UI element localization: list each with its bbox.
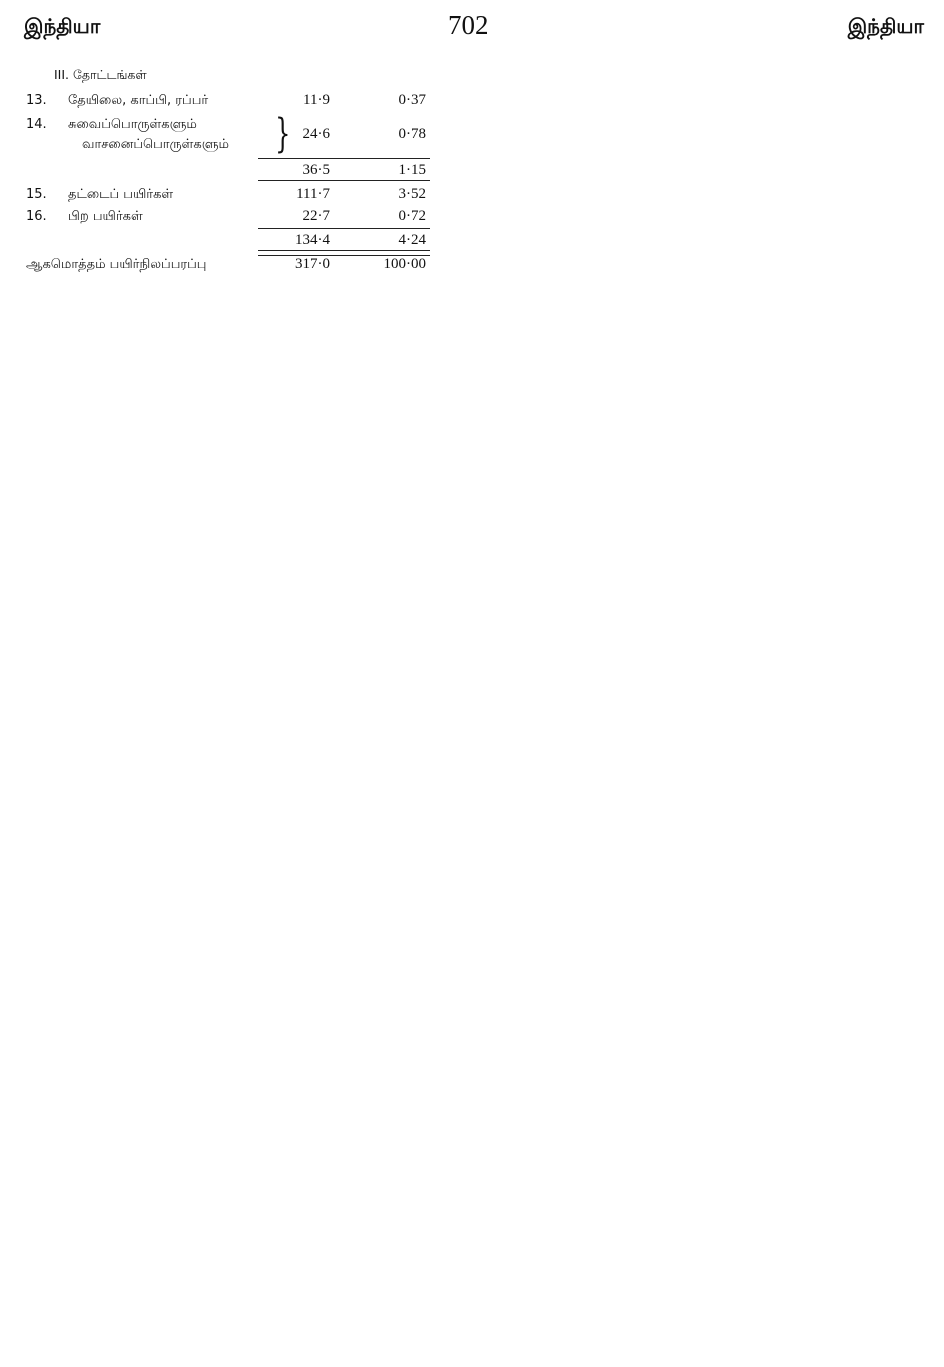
- crop-area-table: [26, 64, 430, 276]
- row-number: 13.: [26, 93, 47, 108]
- crop-percent: 0·78: [398, 126, 426, 142]
- right-column: [470, 64, 922, 1356]
- subtotal-area: 36·5: [302, 162, 330, 178]
- grand-total-label: ஆகமொத்தம் பயிர்நிலப்பரப்பு: [26, 257, 207, 272]
- table-row: [26, 90, 430, 112]
- crop-name: தட்டைப் பயிர்கள்: [68, 187, 174, 202]
- subtotal-percent: 4·24: [398, 232, 426, 248]
- crop-percent: 3·52: [398, 186, 426, 202]
- table-row: [26, 184, 430, 206]
- grand-total-area: 317·0: [295, 256, 330, 272]
- grand-total-row: [26, 254, 430, 276]
- crop-area: 11·9: [303, 92, 330, 108]
- subtotal-rule: [258, 228, 430, 229]
- grand-total-percent: 100·00: [383, 256, 426, 272]
- table-section-heading: III. தோட்டங்கள்: [54, 67, 147, 82]
- crop-percent: 0·37: [398, 92, 426, 108]
- row-number: 14.: [26, 117, 47, 132]
- crop-name: பிற பயிர்கள்: [68, 209, 143, 224]
- crop-area: 22·7: [302, 208, 330, 224]
- subtotal-area: 134·4: [295, 232, 330, 248]
- crop-name: சுவைப்பொருள்களும்: [68, 117, 197, 132]
- crop-name: தேயிலை, காப்பி, ரப்பர்: [68, 93, 209, 108]
- running-head-left: இந்தியா: [24, 14, 101, 38]
- page-header: [0, 0, 944, 52]
- left-column: [26, 64, 430, 1356]
- subtotal-rule: [258, 158, 430, 159]
- row-number: 15.: [26, 187, 47, 202]
- brace-symbol: }: [275, 111, 291, 157]
- crop-percent: 0·72: [398, 208, 426, 224]
- row-number: 16.: [26, 209, 47, 224]
- table-row: [26, 230, 430, 252]
- crop-name-continued: வாசனைப்பொருள்களும்: [82, 137, 229, 152]
- page-number: 702: [448, 10, 489, 40]
- crop-area: 24·6: [302, 126, 330, 142]
- table-row: [26, 160, 430, 182]
- running-head-right: இந்தியா: [847, 14, 924, 38]
- crop-area: 111·7: [296, 186, 330, 202]
- table-row: [26, 124, 430, 146]
- table-row: [26, 206, 430, 228]
- subtotal-rule: [258, 180, 430, 181]
- subtotal-percent: 1·15: [398, 162, 426, 178]
